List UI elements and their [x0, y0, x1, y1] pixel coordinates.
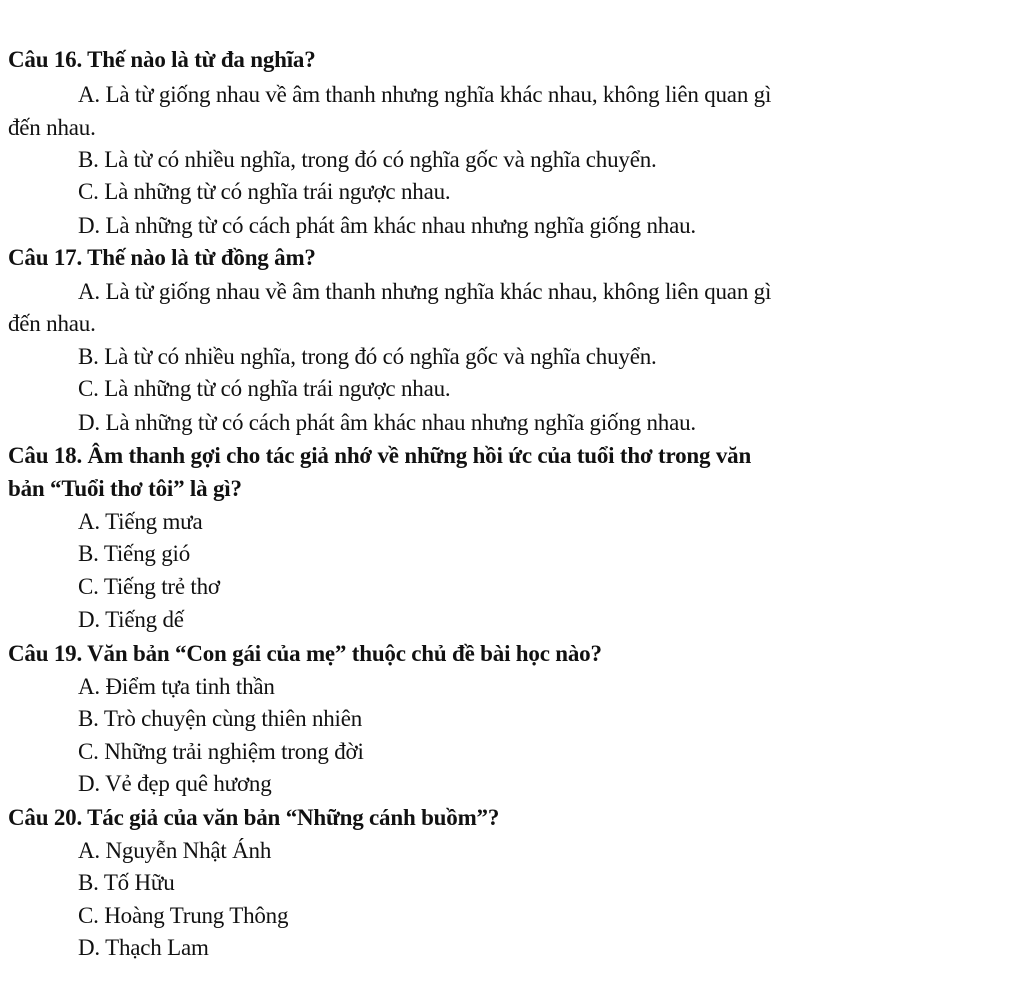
- question-18-option-c: C. Tiếng trẻ thơ: [78, 574, 220, 599]
- question-17-title: Câu 17. Thế nào là từ đồng âm?: [8, 245, 316, 270]
- question-18-title-continued: bản “Tuổi thơ tôi” là gì?: [8, 476, 242, 501]
- question-19-option-d: D. Vẻ đẹp quê hương: [78, 771, 272, 796]
- question-18-option-d: D. Tiếng dế: [78, 607, 184, 632]
- question-19-option-c: C. Những trải nghiệm trong đời: [78, 739, 364, 764]
- question-20-title: Câu 20. Tác giả của văn bản “Những cánh buồm”?: [8, 805, 500, 830]
- question-17-option-c: C. Là những từ có nghĩa trái ngược nhau.: [78, 376, 451, 401]
- question-17-option-d: D. Là những từ có cách phát âm khác nhau nhưng nghĩa giống nhau.: [78, 410, 696, 435]
- question-18-option-b: B. Tiếng gió: [78, 541, 191, 566]
- question-16-option-b: B. Là từ có nhiều nghĩa, trong đó có nghĩa gốc và nghĩa chuyển.: [78, 147, 657, 172]
- question-20-option-c: C. Hoàng Trung Thông: [78, 903, 289, 928]
- question-20-option-b: B. Tố Hữu: [78, 870, 175, 895]
- question-16-option-c: C. Là những từ có nghĩa trái ngược nhau.: [78, 179, 451, 204]
- question-16-option-d: D. Là những từ có cách phát âm khác nhau nhưng nghĩa giống nhau.: [78, 213, 696, 238]
- question-16-option-a-continued: đến nhau.: [8, 115, 96, 140]
- question-17-option-a-continued: đến nhau.: [8, 311, 96, 336]
- question-17-option-a: A. Là từ giống nhau về âm thanh nhưng nghĩa khác nhau, không liên quan gì: [78, 279, 772, 304]
- question-16-option-a: A. Là từ giống nhau về âm thanh nhưng nghĩa khác nhau, không liên quan gì: [78, 82, 772, 107]
- question-20-option-a: A. Nguyễn Nhật Ánh: [78, 838, 272, 863]
- question-18-title: Câu 18. Âm thanh gợi cho tác giả nhớ về những hồi ức của tuổi thơ trong văn: [8, 443, 752, 468]
- question-20-option-d: D. Thạch Lam: [78, 935, 209, 960]
- question-19-option-a: A. Điểm tựa tinh thần: [78, 674, 275, 699]
- question-19-title: Câu 19. Văn bản “Con gái của mẹ” thuộc chủ đề bài học nào?: [8, 641, 602, 666]
- question-18-option-a: A. Tiếng mưa: [78, 509, 203, 534]
- question-19-option-b: B. Trò chuyện cùng thiên nhiên: [78, 706, 363, 731]
- question-17-option-b: B. Là từ có nhiều nghĩa, trong đó có nghĩa gốc và nghĩa chuyển.: [78, 344, 657, 369]
- question-16-title: Câu 16. Thế nào là từ đa nghĩa?: [8, 47, 316, 72]
